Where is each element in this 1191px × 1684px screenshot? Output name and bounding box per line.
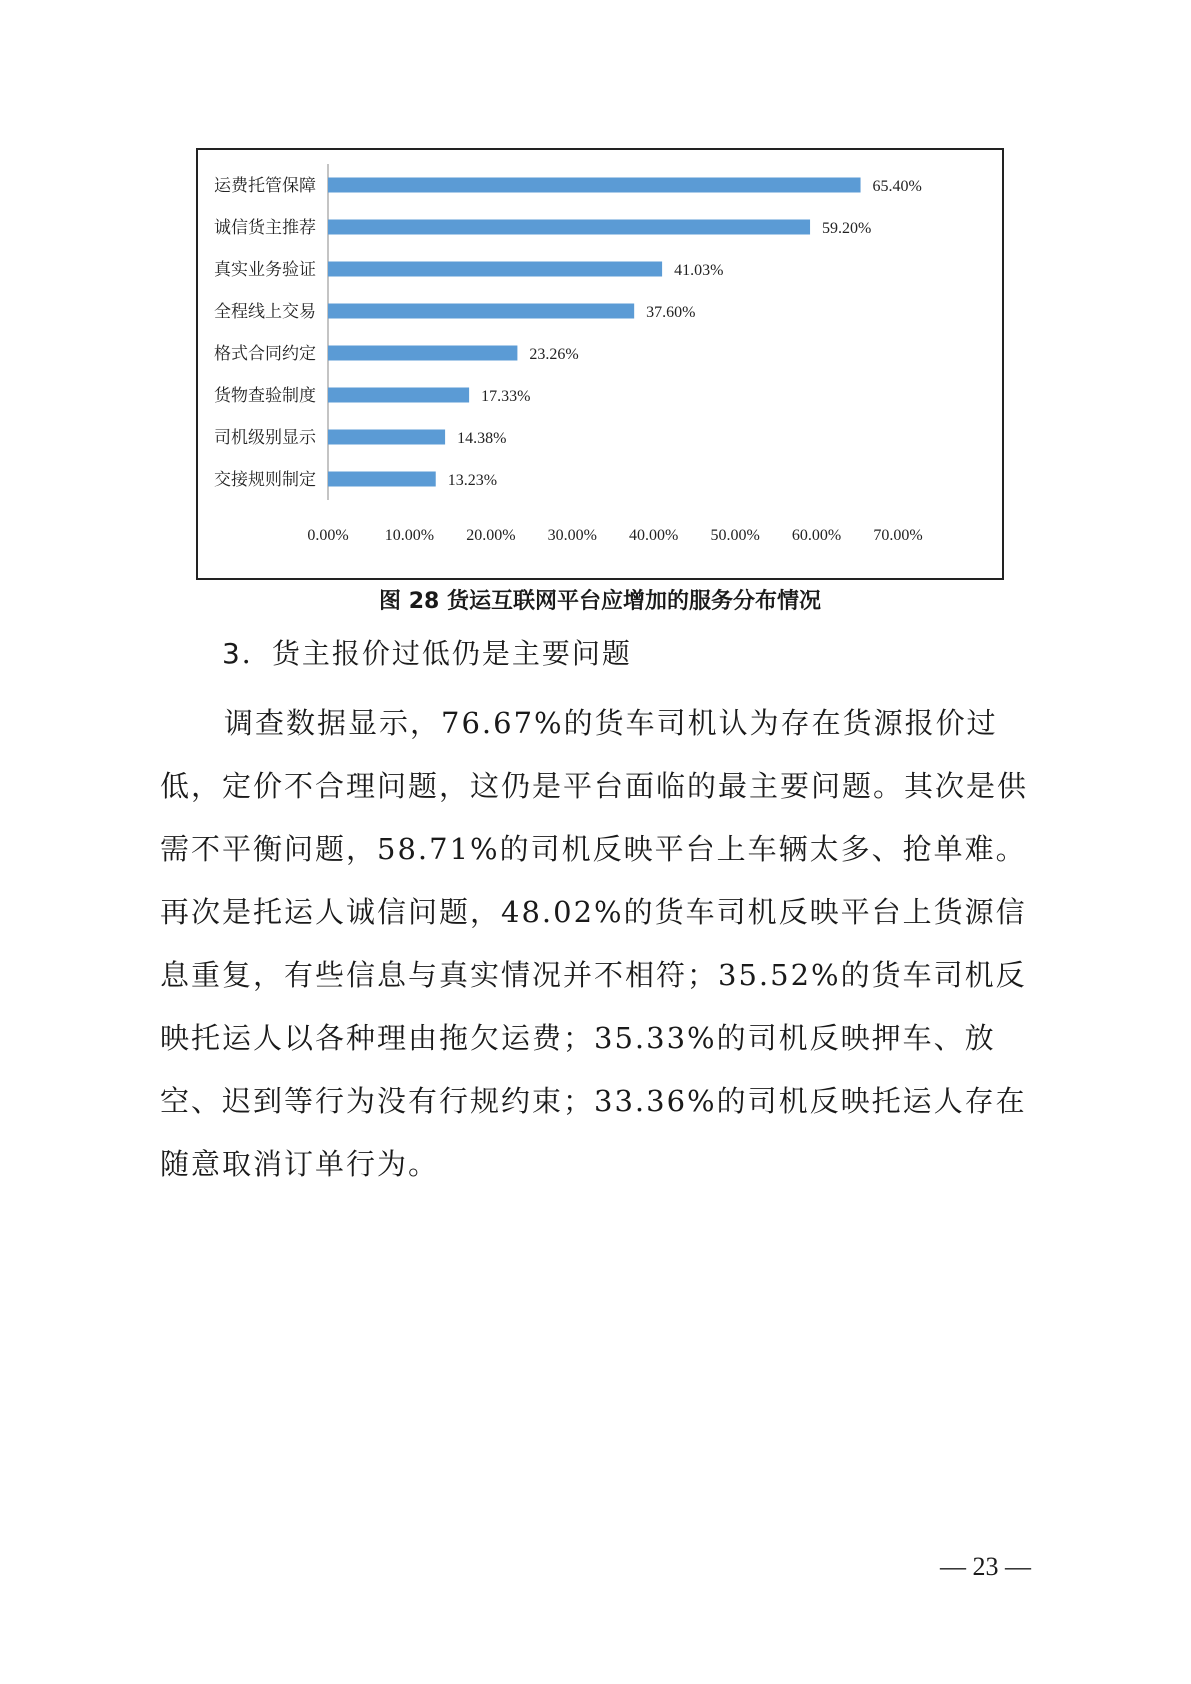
x-tick-label: 60.00% bbox=[791, 527, 842, 544]
bar bbox=[328, 178, 861, 193]
bar bbox=[328, 430, 445, 445]
bar bbox=[328, 346, 517, 361]
bar bbox=[328, 304, 634, 319]
bar bbox=[328, 262, 662, 277]
category-label: 货物查验制度 bbox=[214, 386, 316, 406]
data-label: 23.26% bbox=[529, 346, 579, 363]
body-text bbox=[160, 692, 1040, 1196]
data-label: 59.20% bbox=[822, 220, 872, 237]
bar-chart bbox=[196, 148, 1004, 580]
chart-canvas bbox=[198, 150, 1002, 578]
x-tick-label: 20.00% bbox=[466, 527, 516, 544]
page-number: — 23 — bbox=[940, 1552, 1031, 1581]
x-tick-label: 10.00% bbox=[384, 527, 435, 544]
data-label: 65.40% bbox=[872, 178, 922, 195]
bar bbox=[328, 220, 810, 235]
category-label: 交接规则制定 bbox=[214, 470, 316, 490]
category-label: 真实业务验证 bbox=[214, 260, 316, 280]
category-label: 运费托管保障 bbox=[214, 176, 316, 196]
bar bbox=[328, 388, 469, 403]
x-tick-label: 50.00% bbox=[710, 527, 760, 544]
x-tick-label: 70.00% bbox=[873, 527, 923, 544]
data-label: 13.23% bbox=[447, 472, 498, 489]
x-tick-label: 40.00% bbox=[629, 527, 679, 544]
category-label: 全程线上交易 bbox=[214, 302, 316, 322]
data-label: 41.03% bbox=[674, 262, 724, 279]
data-label: 17.33% bbox=[481, 388, 531, 405]
paragraph: 调查数据显示，76.67%的货车司机认为存在货源报价过低，定价不合理问题，这仍是平台面临的最主要问题。其次是供需不平衡问题，58.71%的司机反映平台上车辆太多、抢单难。再次是托运人诚信问题，48.02%的货车司机反映平台上货源信息重复，有些信息与真实情况并不相符；35.52%的货车司机反映托运人以各种理由拖欠运费；35.33%的司机反映押车、放空、迟到等行为没有行规约束；33.36%的司机反映托运人存在随意取消订单行为。 bbox=[160, 706, 1029, 1181]
bar bbox=[328, 472, 436, 487]
section-heading: 3．货主报价过低仍是主要问题 bbox=[222, 637, 632, 670]
figure-caption: 图 28 货运互联网平台应增加的服务分布情况 bbox=[379, 589, 821, 614]
category-label: 格式合同约定 bbox=[214, 344, 316, 364]
x-tick-label: 30.00% bbox=[547, 527, 597, 544]
data-label: 37.60% bbox=[646, 304, 696, 321]
data-label: 14.38% bbox=[457, 430, 507, 447]
x-tick-label: 0.00% bbox=[307, 527, 349, 544]
category-label: 诚信货主推荐 bbox=[214, 218, 316, 238]
category-label: 司机级别显示 bbox=[214, 428, 316, 448]
